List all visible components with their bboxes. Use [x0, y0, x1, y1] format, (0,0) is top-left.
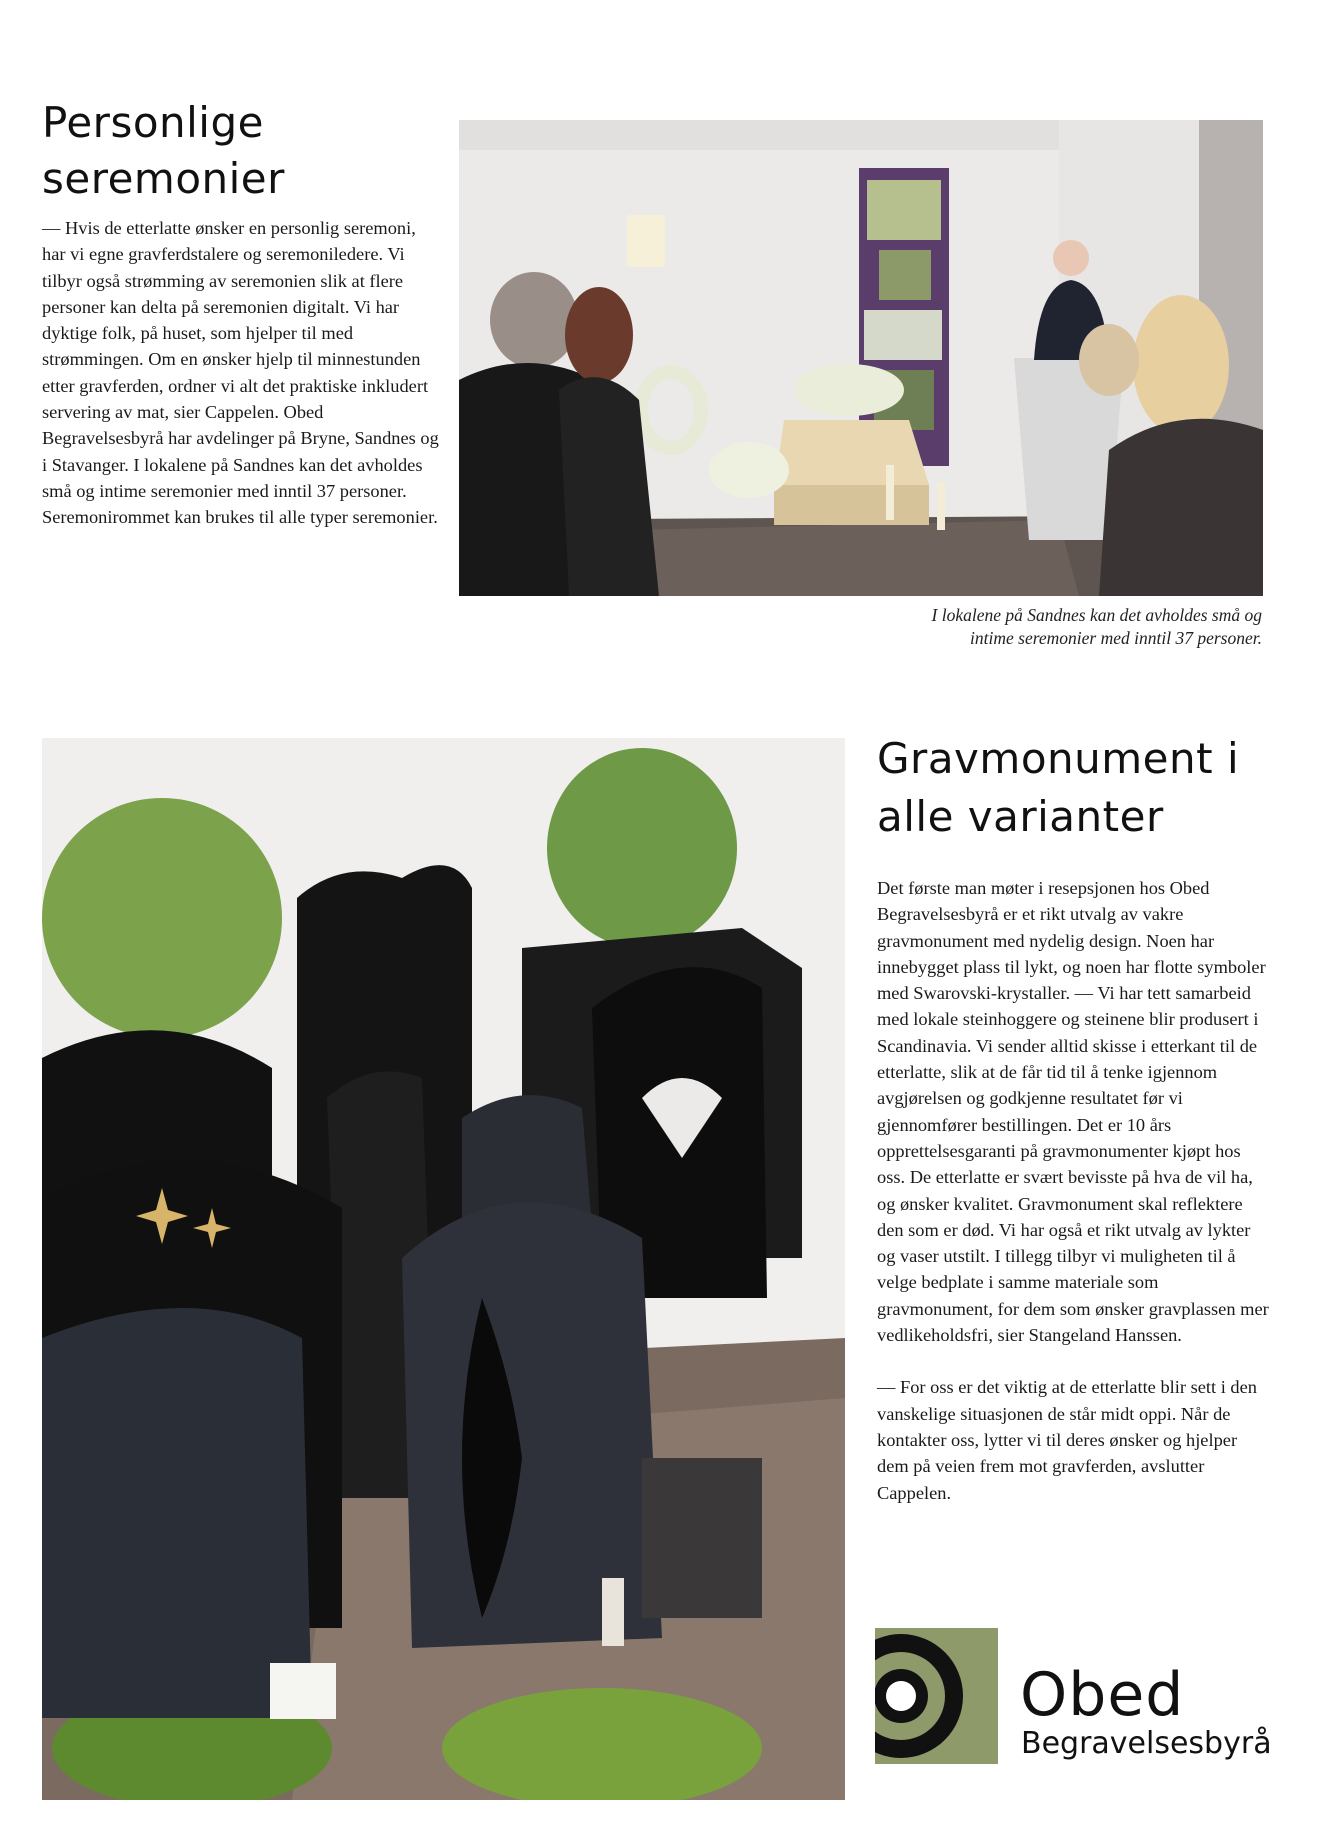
- section-heading-seremonier: [42, 95, 402, 207]
- heading-line: seremonier: [42, 154, 285, 203]
- photo-caption: [840, 604, 1262, 650]
- logo-name: Obed: [1020, 1660, 1185, 1730]
- obed-logo-mark-icon: [875, 1628, 998, 1764]
- gravestones-photo: [42, 738, 845, 1800]
- logo-subtitle: Begravelsesbyrå: [1021, 1726, 1272, 1761]
- heading-line: Gravmonument i: [877, 734, 1240, 783]
- heading-line: Personlige: [42, 98, 264, 147]
- obed-logo: [875, 1628, 1275, 1766]
- section-heading-gravmonument: [877, 730, 1287, 846]
- caption-line: I lokalene på Sandnes kan det avholdes små og: [931, 605, 1262, 625]
- seremonier-body-text: — Hvis de etterlatte ønsker en personlig seremoni, har vi egne gravferdstalere og seremoniledere. Vi tilbyr også strømming av seremonien slik at flere personer kan delta på seremonien digitalt. Vi har dyktige folk, på huset, som hjelper til med strømmingen. Om en ønsker hjelp til minnestunden etter gravferden, ordner vi alt det praktiske inkludert servering av mat, sier Cappelen. Obed Begravelsesbyrå har avdelinger på Bryne, Sandnes og i Stavanger. I lokalene på Sandnes kan det avholdes små og intime seremonier med inntil 37 personer. Seremonirommet kan brukes til alle typer seremonier.: [42, 218, 439, 528]
- gravmonument-body-text: [877, 875, 1272, 1532]
- body-paragraph: Det første man møter i resepsjonen hos Obed Begravelsesbyrå er et rikt utvalg av vakre gravmonument med nydelig design. Noen har innebygget plass til lykt, og noen har flotte symboler med Swarovski-krystaller. — Vi har tett samarbeid med lokale steinhoggere og steinene blir produsert i Scandinavia. Vi sender alltid skisse i etterkant til de etterlatte, slik at de får tid til å tenke igjennom avgjørelsen og godkjenne resultatet før vi gjennomfører bestillingen. Det er 10 års opprettelsesgaranti på gravmonumenter kjøpt hos oss. De etterlatte er svært bevisste på hva de vil ha, og ønsker kvalitet. Gravmonument skal reflektere den som er død. Vi har også et rikt utvalg av lykter og vaser utstilt. I tillegg tilbyr vi muligheten til å velge bedplate i samme materiale som gravmonument, for dem som ønsker gravplassen mer vedlikeholdsfri, sier Stangeland Hanssen.: [877, 878, 1269, 1346]
- ceremony-room-photo: [459, 120, 1263, 596]
- caption-line: intime seremonier med inntil 37 personer.: [970, 628, 1262, 648]
- heading-line: alle varianter: [877, 792, 1164, 841]
- body-paragraph: — For oss er det viktig at de etterlatte blir sett i den vanskelige situasjonen de står midt oppi. Når de kontakter oss, lytter vi til deres ønsker og hjelper dem på veien frem mot gravferden, avslutter Cappelen.: [877, 1377, 1257, 1503]
